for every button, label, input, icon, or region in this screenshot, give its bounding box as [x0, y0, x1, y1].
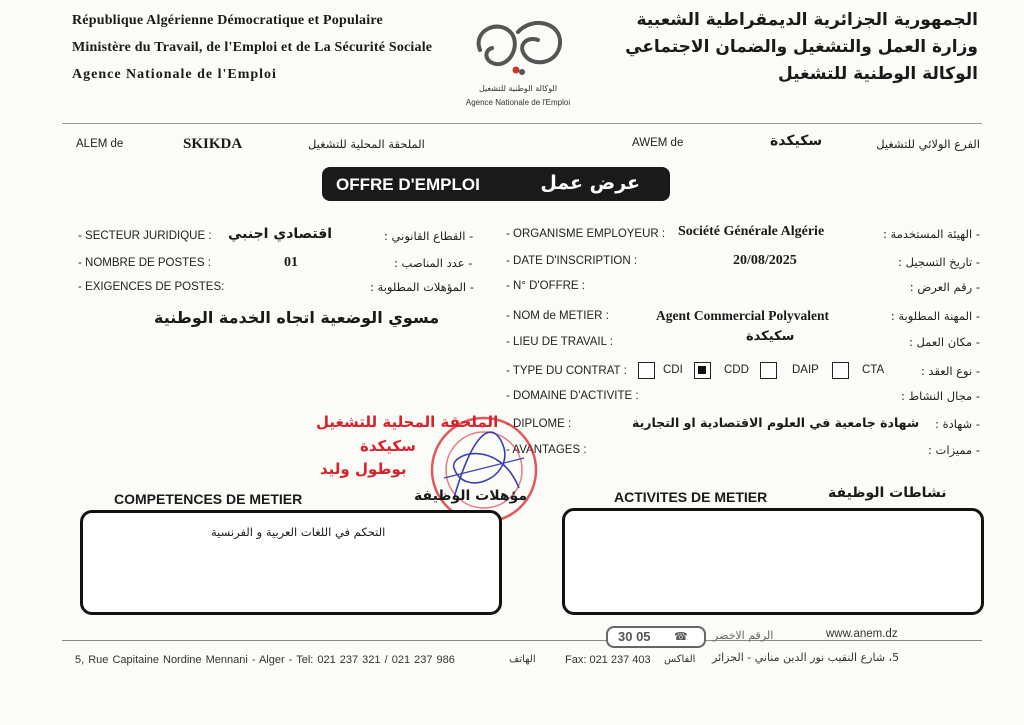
activites-title-fr: ACTIVITES DE METIER — [614, 489, 768, 505]
secteur-label: - SECTEUR JURIDIQUE : — [78, 230, 212, 242]
date-label: - DATE D'INSCRIPTION : — [506, 255, 638, 267]
footer-tel-ar: الهاتف — [509, 654, 536, 665]
website[interactable]: www.anem.dz — [826, 628, 898, 640]
metier-value: Agent Commercial Polyvalent — [656, 308, 829, 323]
domaine-label: - DOMAINE D'ACTIVITE : — [506, 390, 639, 402]
lieu-label: - LIEU DE TRAVAIL : — [506, 336, 613, 348]
checkbox-cdi[interactable] — [638, 362, 655, 379]
checkbox-daip[interactable] — [760, 362, 777, 379]
awem-label-ar: الفرع الولائي للتشغيل — [876, 137, 980, 151]
logo-caption-ar: الوكالة الوطنية للتشغيل — [478, 84, 558, 93]
awem-value: سكيكدة — [770, 133, 823, 149]
stamp-line3: بوطول وليد — [320, 460, 407, 478]
activites-box — [562, 508, 984, 615]
checkbox-cdd[interactable] — [694, 362, 711, 379]
green-number-badge — [606, 626, 706, 648]
green-number-label: الرقم الاخضر — [713, 629, 774, 642]
secteur-value: اقتصادي اجنبي — [228, 226, 333, 242]
lieu-value: سكيكدة — [746, 329, 795, 344]
postes-value: 01 — [284, 255, 298, 270]
competences-title-ar: مؤهلات الوظيفة — [414, 488, 528, 504]
lieu-label-ar: - مكان العمل : — [908, 335, 980, 349]
alem-value: SKIKDA — [183, 136, 243, 152]
green-number: 30 05 — [618, 629, 651, 644]
organisme-value: Société Générale Algérie — [678, 224, 825, 239]
header-fr-ministry: Ministère du Travail, de l'Emploi et de La Sécurité Sociale — [72, 40, 433, 55]
domaine-label-ar: - مجال النشاط : — [900, 389, 980, 403]
date-label-ar: - تاريخ التسجيل : — [898, 255, 980, 269]
header-fr-republic: République Algérienne Démocratique et Populaire — [72, 13, 383, 28]
anem-logo-icon — [462, 10, 574, 82]
offre-label-ar: - رقم العرض : — [909, 280, 980, 294]
contrat-option-cdd: CDD — [724, 364, 749, 376]
diplome-label: - DIPLOME : — [506, 418, 572, 430]
anem-logo — [462, 10, 574, 110]
postes-label: - NOMBRE DE POSTES : — [78, 257, 211, 269]
logo-caption-fr: Agence Nationale de l'Emploi — [465, 98, 571, 107]
title-ar: عرض عمل — [540, 172, 640, 194]
date-value: 20/08/2025 — [733, 253, 797, 268]
organisme-label-ar: - الهيئة المستخدمة : — [883, 227, 980, 241]
exigences-label: - EXIGENCES DE POSTES: — [78, 281, 225, 293]
avantages-label: - AVANTAGES : — [506, 444, 587, 456]
footer-fax: Fax: 021 237 403 — [565, 654, 651, 666]
postes-label-ar: - عدد المناصب : — [394, 256, 473, 270]
secteur-label-ar: - القطاع القانوني : — [384, 229, 474, 243]
contrat-option-daip: DAIP — [792, 364, 819, 376]
metier-label: - NOM de METIER : — [506, 310, 609, 322]
exigences-value: مسوي الوضعية اتجاه الخدمة الوطنية — [154, 308, 440, 327]
contrat-label-ar: - نوع العقد : — [920, 364, 980, 378]
title-bar — [322, 167, 670, 201]
avantages-label-ar: - مميزات : — [928, 443, 980, 457]
footer-address-ar: 5، شارع النقيب نور الدين مناني - الجزائر — [712, 651, 900, 664]
offre-label: - N° D'OFFRE : — [506, 280, 585, 292]
competences-box — [80, 510, 502, 615]
phone-icon: ☎ — [674, 631, 688, 643]
organisme-label: - ORGANISME EMPLOYEUR : — [506, 228, 666, 240]
header-ar-ministry: وزارة العمل والتشغيل والضمان الاجتماعي — [625, 37, 978, 57]
stamp-line2: سكيكدة — [360, 437, 416, 455]
activites-title-ar: نشاطات الوظيفة — [828, 485, 947, 501]
header-divider — [62, 123, 982, 124]
title-fr: OFFRE D'EMPLOI — [336, 175, 480, 194]
stamp-line1: الملحقة المحلية للتشغيل — [316, 413, 499, 431]
alem-label: ALEM de — [76, 138, 124, 150]
awem-label: AWEM de — [632, 137, 684, 149]
footer-address-fr: 5, Rue Capitaine Nordine Mennani - Alger - Tel: 021 237 321 / 021 237 986 — [75, 654, 455, 666]
header-ar-republic: الجمهورية الجزائرية الديمقراطية الشعبية — [636, 10, 978, 30]
diplome-value: شهادة جامعية في العلوم الاقتصادية او التجارية — [632, 415, 920, 430]
header-ar-agency: الوكالة الوطنية للتشغيل — [777, 64, 978, 84]
footer-divider — [62, 640, 982, 641]
diplome-label-ar: - شهادة : — [935, 417, 980, 431]
header-fr-agency: Agence Nationale de l'Emploi — [72, 67, 277, 82]
checkbox-cta[interactable] — [832, 362, 849, 379]
competences-title-fr: COMPETENCES DE METIER — [114, 491, 303, 507]
competences-text: التحكم في اللغات العربية و الفرنسية — [211, 525, 386, 539]
metier-label-ar: - المهنة المطلوبة : — [890, 309, 980, 323]
alem-label-ar: الملحقة المحلية للتشغيل — [308, 137, 425, 151]
contrat-option-cta: CTA — [862, 364, 885, 376]
contrat-option-cdi: CDI — [663, 364, 683, 376]
exigences-label-ar: - المؤهلات المطلوبة : — [370, 280, 474, 294]
contrat-label: - TYPE DU CONTRAT : — [506, 365, 627, 377]
footer-fax-ar: الفاكس — [664, 654, 696, 665]
